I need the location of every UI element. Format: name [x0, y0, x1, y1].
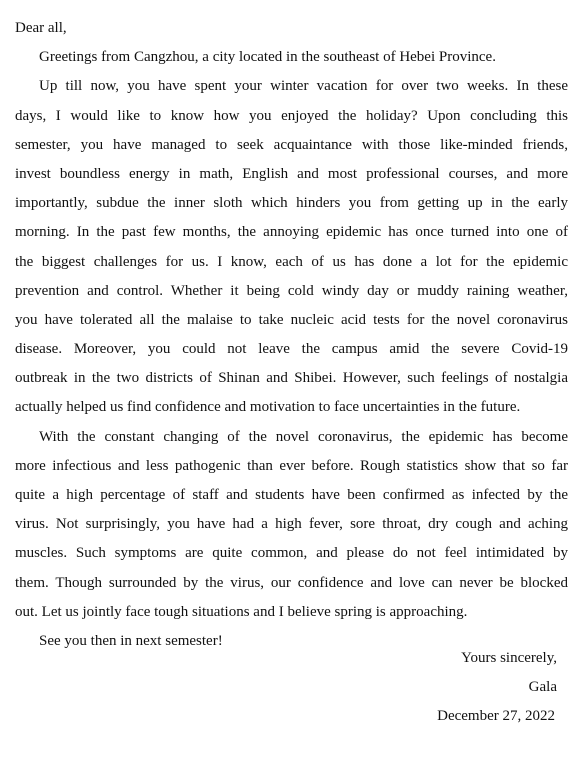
paragraph-line: virus. Not surprisingly, you have had a high fever, sore throat, dry cough and aching — [15, 516, 568, 533]
paragraph-line: With the constant changing of the novel coronavirus, the epidemic has become — [39, 428, 568, 445]
paragraph-line: morning. In the past few months, the annoying epidemic has once turned into one of — [15, 224, 568, 241]
paragraph-line: prevention and control. Whether it being cold windy day or muddy raining weather, — [15, 282, 568, 299]
paragraph-line: disease. Moreover, you could not leave the campus amid the severe Covid-19 — [15, 341, 568, 358]
paragraph-line: muscles. Such symptoms are quite common, and please do not feel intimidated by — [15, 545, 568, 562]
letter-body — [15, 14, 568, 656]
greeting-line: Greetings from Cangzhou, a city located in the southeast of Hebei Province. — [39, 49, 496, 66]
paragraph-line: more infectious and less pathogenic than ever before. Rough statistics show that so far — [15, 457, 568, 474]
paragraph-1 — [15, 72, 568, 422]
paragraph-line: Up till now, you have spent your winter vacation for over two weeks. In these — [39, 78, 568, 95]
closing: Yours sincerely, — [461, 650, 557, 666]
farewell-line: See you then in next semester! — [39, 632, 223, 649]
paragraph-line: outbreak in the two districts of Shinan and Shibei. However, such feelings of nostalgia — [15, 370, 568, 387]
paragraph-line: actually helped us find confidence and motivation to face uncertainties in the future. — [15, 399, 521, 416]
salutation: Dear all, — [15, 20, 67, 36]
paragraph-line: quite a high percentage of staff and students have been confirmed as infected by the — [15, 487, 568, 503]
paragraph-line: out. Let us jointly face tough situations and I believe spring is approaching. — [15, 603, 468, 620]
paragraph-line: semester, you have managed to seek acquaintance with those like-minded friends, — [15, 136, 568, 153]
paragraph-line: the biggest challenges for us. I know, each of us has done a lot for the epidemic — [15, 253, 568, 270]
paragraph-line: days, I would like to know how you enjoyed the holiday? Upon concluding this — [15, 107, 568, 124]
paragraph-line: you have tolerated all the malaise to take nucleic acid tests for the novel coronavirus — [15, 311, 568, 328]
paragraph-line: importantly, subdue the inner sloth which hinders you from getting up in the early — [15, 195, 568, 212]
paragraph-line: invest boundless energy in math, English and most professional courses, and more — [15, 165, 568, 182]
paragraph-line: them. Though surrounded by the virus, our confidence and love can never be blocked — [15, 574, 568, 591]
paragraph-2 — [15, 423, 568, 627]
signature: Gala — [528, 679, 557, 695]
letter-date: December 27, 2022 — [437, 708, 555, 724]
